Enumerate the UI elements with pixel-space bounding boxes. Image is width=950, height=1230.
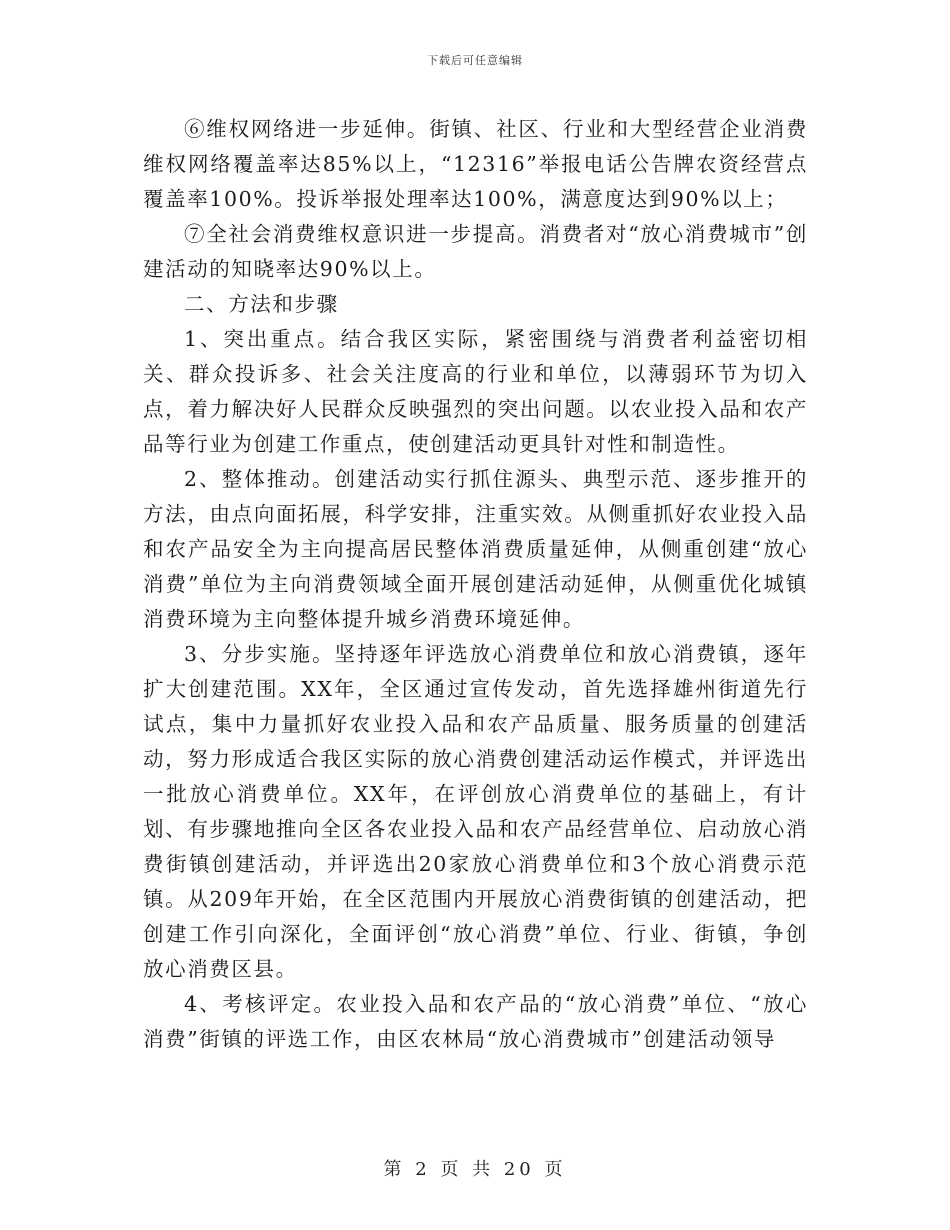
paragraph-step-1: 1、突出重点。结合我区实际，紧密围绕与消费者利益密切相关、群众投诉多、社会关注度高的行业和单位，以薄弱环节为切入点，着力解决好人民群众反映强烈的突出问题。以农业投入品和农产品等行业为创建工作重点，使创建活动更具针对性和制造性。 xyxy=(143,327,808,456)
document-body xyxy=(143,112,808,1057)
page-number: 第 2 页 共 20 页 xyxy=(383,1159,567,1180)
paragraph-awareness: ⑦全社会消费维权意识进一步提高。消费者对“放心消费城市”创建活动的知晓率达90%以上。 xyxy=(143,222,808,281)
paragraph-rights-network: ⑥维权网络进一步延伸。街镇、社区、行业和大型经营企业消费维权网络覆盖率达85%以上，“12316”举报电话公告牌农资经营点覆盖率100%。投诉举报处理率达100%，满意度达到90%以上； xyxy=(143,117,808,211)
paragraph-step-4: 4、考核评定。农业投入品和农产品的“放心消费”单位、“放心消费”街镇的评选工作，由区农林局“放心消费城市”创建活动领导 xyxy=(143,992,808,1051)
paragraph-step-2: 2、整体推动。创建活动实行抓住源头、典型示范、逐步推开的方法，由点向面拓展，科学安排，注重实效。从侧重抓好农业投入品和农产品安全为主向提高居民整体消费质量延伸，从侧重创建“放心消费”单位为主向消费领域全面开展创建活动延伸，从侧重优化城镇消费环境为主向整体提升城乡消费环境延伸。 xyxy=(143,467,808,631)
header-note: 下载后可任意编辑 xyxy=(427,54,523,67)
paragraph-step-3: 3、分步实施。坚持逐年评选放心消费单位和放心消费镇，逐年扩大创建范围。XX年，全区通过宣传发动，首先选择雄州街道先行试点，集中力量抓好农业投入品和农产品质量、服务质量的创建活动，努力形成适合我区实际的放心消费创建活动运作模式，并评选出一批放心消费单位。XX年，在评创放心消费单位的基础上，有计划、有步骤地推向全区各农业投入品和农产品经营单位、启动放心消费街镇创建活动，并评选出20家放心消费单位和3个放心消费示范镇。从209年开始，在全区范围内开展放心消费街镇的创建活动，把创建工作引向深化，全面评创“放心消费”单位、行业、街镇，争创放心消费区县。 xyxy=(143,642,808,981)
section-heading-methods: 二、方法和步骤 xyxy=(184,292,339,316)
